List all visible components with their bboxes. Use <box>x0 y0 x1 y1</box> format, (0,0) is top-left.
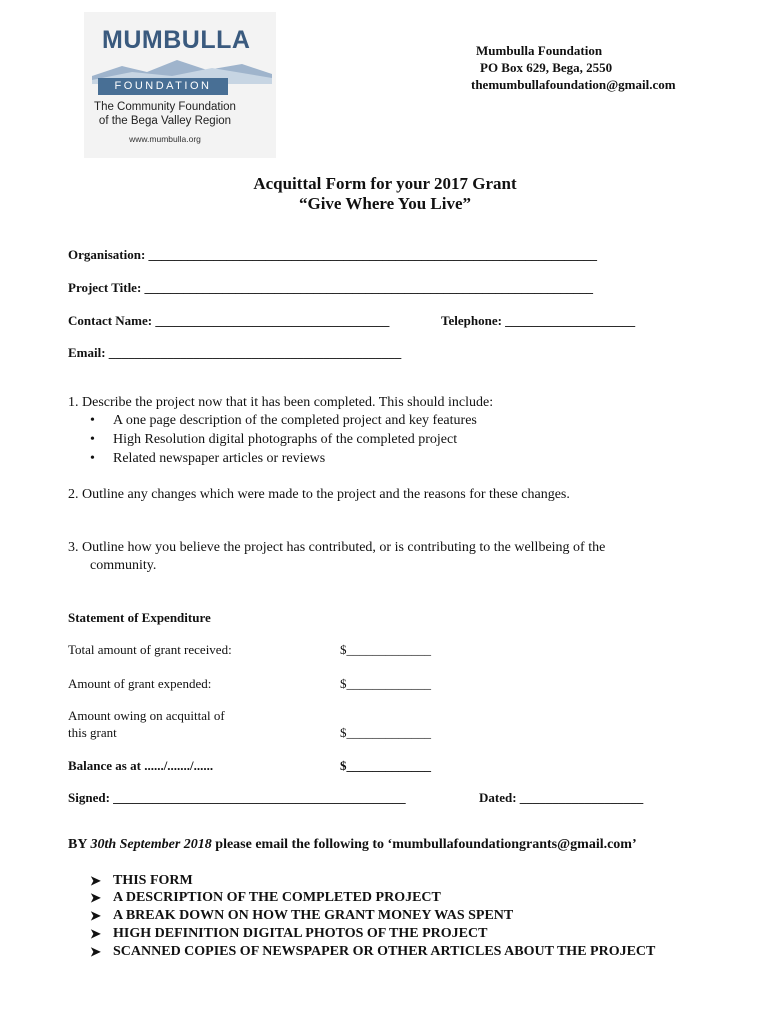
form-title: Acquittal Form for your 2017 Grant <box>253 174 517 193</box>
question-1: 1. Describe the project now that it has been completed. This should include: <box>68 395 494 410</box>
checklist-item: HIGH DEFINITION DIGITAL PHOTOS OF THE PROJECT <box>113 926 488 941</box>
bullet-icon: • <box>90 432 95 447</box>
balance-field[interactable]: $_____________ <box>340 758 431 773</box>
checklist-item: THIS FORM <box>113 873 193 888</box>
checklist-item: A DESCRIPTION OF THE COMPLETED PROJECT <box>113 890 441 905</box>
question-2: 2. Outline any changes which were made to the project and the reasons for these changes. <box>68 487 570 502</box>
bullet-icon: • <box>90 413 95 428</box>
organisation-field[interactable]: Organisation: _____________________________________________________________________ <box>68 247 598 262</box>
logo-tagline: The Community Foundation of the Bega Valley Region <box>94 101 236 127</box>
amount-owing-label-1: Amount owing on acquittal of <box>68 708 225 723</box>
q1-bullet-2: High Resolution digital photographs of the completed project <box>113 432 458 447</box>
chevron-right-icon: ➤ <box>90 926 101 941</box>
expenditure-heading: Statement of Expenditure <box>68 610 211 625</box>
checklist-item: SCANNED COPIES OF NEWSPAPER OR OTHER ARTICLES ABOUT THE PROJECT <box>113 944 656 959</box>
question-3-line-2: community. <box>90 558 157 573</box>
dated-field[interactable]: Dated: ___________________ <box>479 790 644 805</box>
address-line-2: PO Box 629, Bega, 2550 <box>480 60 613 75</box>
contact-name-field[interactable]: Contact Name: ____________________________________ <box>68 313 390 328</box>
amount-owing-field[interactable]: $_____________ <box>340 725 431 740</box>
project-title-field[interactable]: Project Title: _____________________________________________________________________ <box>68 280 594 295</box>
chevron-right-icon: ➤ <box>90 890 101 905</box>
grant-expended-field[interactable]: $_____________ <box>340 676 431 691</box>
logo-name: MUMBULLA <box>102 26 251 54</box>
logo-band: FOUNDATION <box>98 78 228 95</box>
bullet-icon: • <box>90 451 95 466</box>
grant-received-label: Total amount of grant received: <box>68 642 232 657</box>
email-field[interactable]: Email: _____________________________________________ <box>68 345 402 360</box>
chevron-right-icon: ➤ <box>90 908 101 923</box>
grant-received-field[interactable]: $_____________ <box>340 642 431 657</box>
address-email: themumbullafoundation@gmail.com <box>471 77 676 92</box>
deadline-date: 30th September 2018 <box>90 837 212 852</box>
checklist-item: A BREAK DOWN ON HOW THE GRANT MONEY WAS SPENT <box>113 908 514 923</box>
chevron-right-icon: ➤ <box>90 944 101 959</box>
foundation-logo <box>84 12 276 158</box>
amount-owing-label-2: this grant <box>68 725 117 740</box>
form-subtitle: “Give Where You Live” <box>298 194 472 213</box>
chevron-right-icon: ➤ <box>90 873 101 888</box>
grant-expended-label: Amount of grant expended: <box>68 676 212 691</box>
telephone-field[interactable]: Telephone: ____________________ <box>441 313 636 328</box>
signed-field[interactable]: Signed: _____________________________________________ <box>68 790 406 805</box>
balance-label: Balance as at ....../......./...... <box>68 758 214 773</box>
address-line-1: Mumbulla Foundation <box>476 43 603 58</box>
deadline-instruction: BY 30th September 2018 please email the following to ‘mumbullafoundationgrants@gmail.com’ <box>68 837 637 852</box>
q1-bullet-3: Related newspaper articles or reviews <box>113 451 326 466</box>
logo-url: www.mumbulla.org <box>129 134 201 144</box>
question-3-line-1: 3. Outline how you believe the project has contributed, or is contributing to the wellbeing of the <box>68 540 606 555</box>
q1-bullet-1: A one page description of the completed project and key features <box>113 413 477 428</box>
